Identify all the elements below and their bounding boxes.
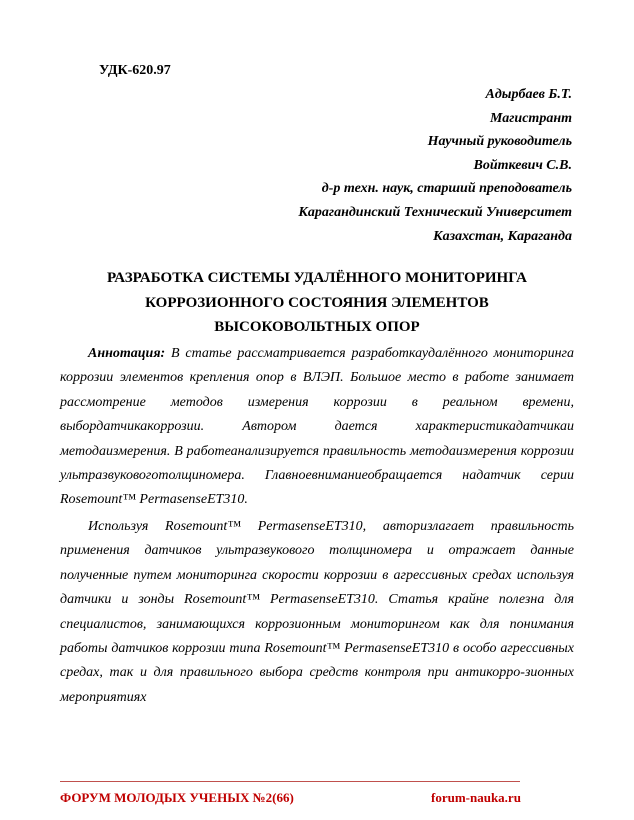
title-line: РАЗРАБОТКА СИСТЕМЫ УДАЛЁННОГО МОНИТОРИНГА bbox=[107, 270, 527, 286]
article-title bbox=[60, 266, 574, 340]
supervisor-label: Научный руководитель bbox=[427, 134, 572, 150]
author-status: Магистрант bbox=[490, 110, 572, 126]
supervisor-name: Войткевич С.В. bbox=[473, 157, 572, 173]
university: Карагандинский Технический Университет bbox=[298, 204, 572, 220]
body-text: Используя Rosemount™ PermasenseET310, авторизлагает правильность применения датчиков ультразвукового толщиномера и отражает данные полученные путем мониторинга скорости коррозии в агрессивных средах используя датчики и зонды Rosemount™ PermasenseET310. Статья крайне полезна для специалистов, занимающихся коррозионным мониторингом как для понимания работы датчиков коррозии типа Rosemount™ PermasenseET310 в особо агрессивных средах, так и для правильного выбора средств контроля при антикорро-зионных мероприятиях bbox=[60, 519, 574, 705]
title-line: КОРРОЗИОННОГО СОСТОЯНИЯ ЭЛЕМЕНТОВ bbox=[145, 294, 489, 311]
abstract-paragraph bbox=[60, 342, 574, 513]
supervisor-degree: д-р техн. наук, старший преподователь bbox=[321, 181, 572, 197]
title-line: ВЫСОКОВОЛЬТНЫХ ОПОР bbox=[214, 319, 420, 336]
abstract-text: В статье рассматривается разработкаудалённого мониторинга коррозии элементов крепления опор в ВЛЭП. Большое место в работе занимает рассмотрение методов измерения коррозии в реальном времени, выбордатчикакоррозии. Автором дается характеристикадатчикаи методаизмерения. В работеанализируется правильность методаизмерения коррозии ультразвуковоготолщиномера. Главноевниманиеобращается надатчик серии Rosemount™ PermasenseET310. bbox=[60, 346, 575, 508]
abstract-label: Аннотация: bbox=[88, 346, 166, 361]
footer-divider bbox=[60, 781, 520, 782]
author-name: Адырбаев Б.Т. bbox=[485, 87, 572, 102]
location: Казахстан, Караганда bbox=[433, 228, 572, 244]
body-paragraph bbox=[60, 515, 574, 710]
footer-site-link[interactable]: forum-nauka.ru bbox=[431, 790, 521, 805]
udk-code: УДК-620.97 bbox=[99, 63, 171, 78]
footer-journal: ФОРУМ МОЛОДЫХ УЧЕНЫХ №2(66) bbox=[60, 790, 294, 805]
author-block bbox=[298, 83, 572, 248]
